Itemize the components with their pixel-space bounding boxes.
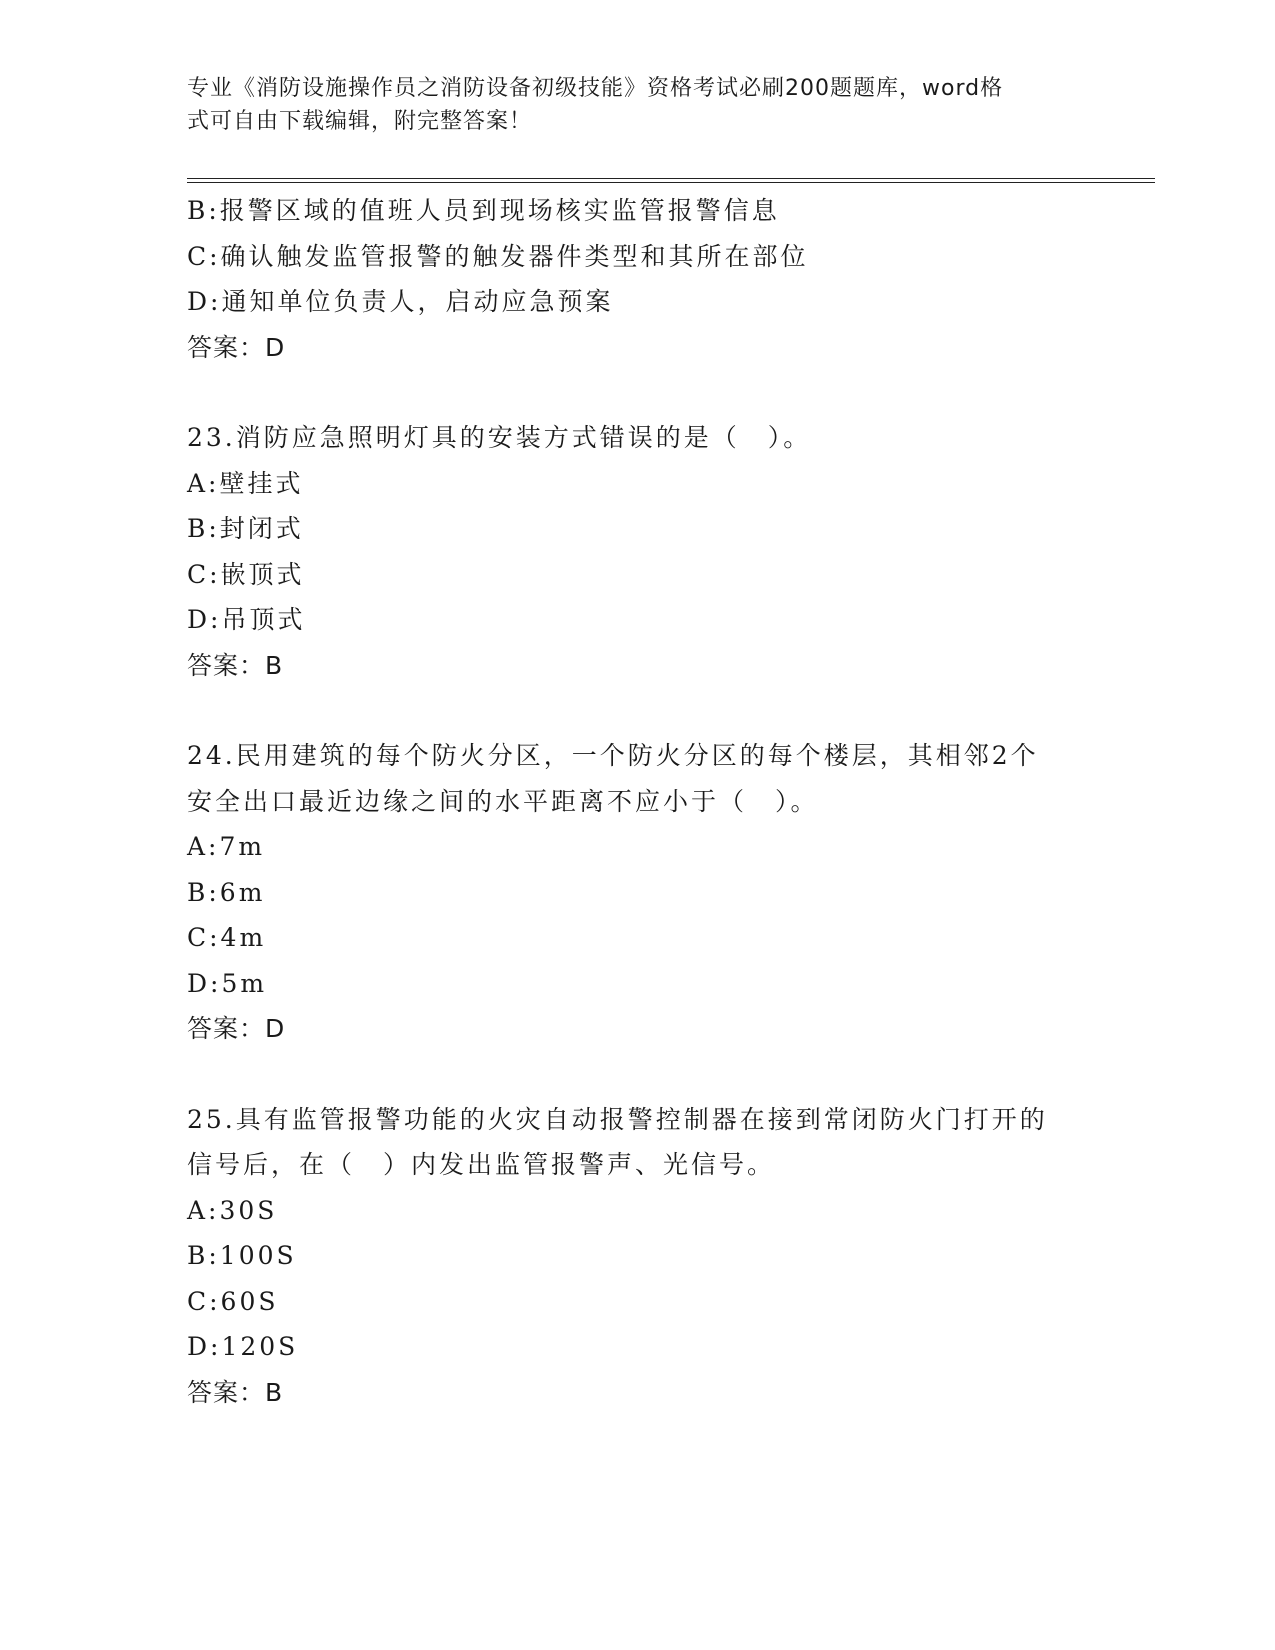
option-d: D:吊顶式 — [187, 605, 306, 634]
answer-line: 答案：D — [187, 332, 286, 362]
option-a: A:壁挂式 — [187, 468, 304, 498]
spacer — [187, 370, 1087, 415]
option-c: C:4m — [187, 923, 267, 952]
option-a: A:30S — [187, 1195, 278, 1225]
question-list — [187, 188, 1087, 1415]
option-c: C:确认触发监管报警的触发器件类型和其所在部位 — [187, 241, 809, 271]
option-d: D:通知单位负责人，启动应急预案 — [187, 287, 614, 316]
answer-line: 答案：D — [187, 1014, 286, 1043]
question-text: 25.具有监管报警功能的火灾自动报警控制器在接到常闭防火门打开的 信号后，在（ ）内发出监管报警声、光信号。 — [187, 1104, 1048, 1179]
option-d: D:5m — [187, 968, 268, 998]
question-24 — [187, 733, 1087, 1052]
header-double-rule — [187, 178, 1155, 183]
option-a: A:7m — [187, 832, 266, 861]
header-line-2: 式可自由下载编辑，附完整答案！ — [187, 109, 533, 134]
question-25 — [187, 1097, 1087, 1416]
spacer — [187, 688, 1087, 733]
question-text: 24.民用建筑的每个防火分区，一个防火分区的每个楼层，其相邻2个 安全出口最近边缘之间的水平距离不应小于（ ）。 — [187, 741, 1039, 816]
option-d: D:120S — [187, 1332, 299, 1361]
answer-line: 答案：B — [187, 650, 284, 680]
spacer — [187, 1052, 1087, 1097]
question-text: 23.消防应急照明灯具的安装方式错误的是（ ）。 — [187, 423, 812, 452]
answer-line: 答案：B — [187, 1377, 284, 1407]
option-c: C:60S — [187, 1286, 279, 1316]
document-header — [187, 72, 1067, 138]
option-b: B:封闭式 — [187, 514, 304, 543]
option-b: B:6m — [187, 877, 266, 907]
option-b: B:100S — [187, 1241, 297, 1270]
option-c: C:嵌顶式 — [187, 559, 305, 589]
option-b: B:报警区域的值班人员到现场核实监管报警信息 — [187, 196, 780, 225]
question-23 — [187, 415, 1087, 688]
question-22 — [187, 188, 1087, 370]
header-line-1: 专业《消防设施操作员之消防设备初级技能》资格考试必刷200题题库，word格 — [187, 76, 1004, 101]
